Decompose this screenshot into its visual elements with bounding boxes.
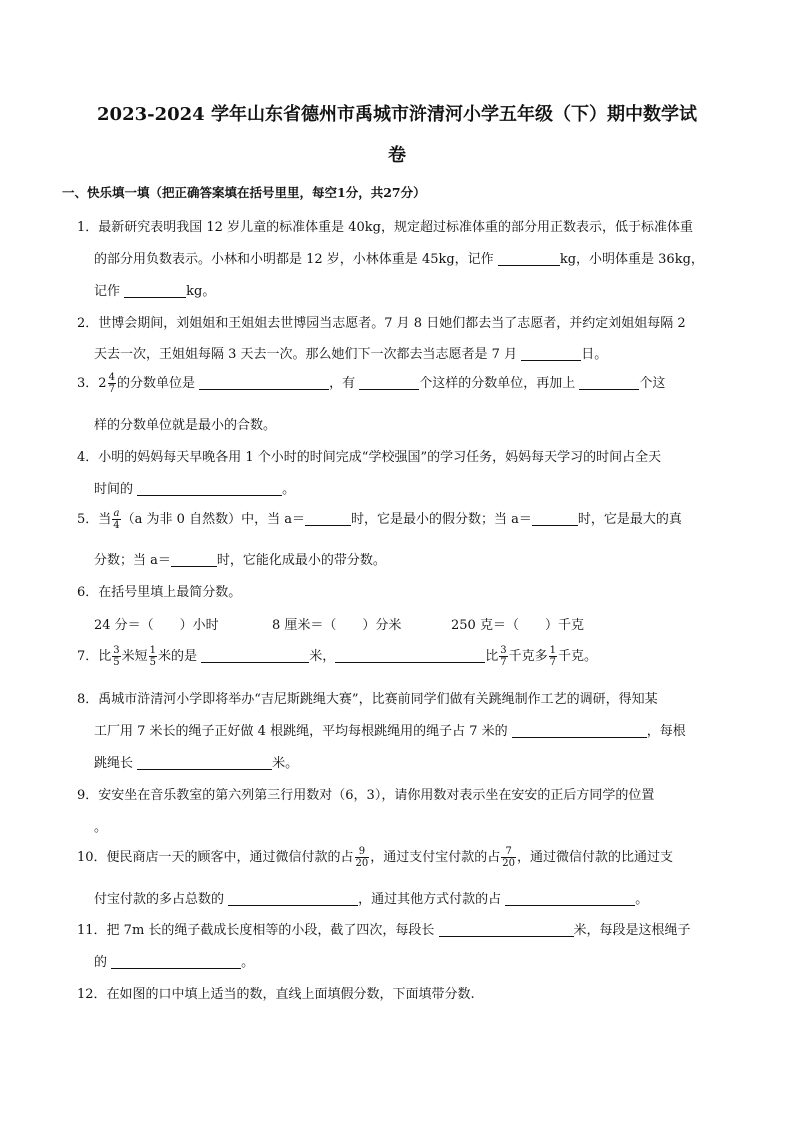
q5-text-c: 时，它是最小的假分数；当 a＝ xyxy=(350,512,532,527)
q10-text-a: 10．便民商店一天的顾客中，通过微信付款的占 xyxy=(77,850,354,865)
q5-fraction-num: a xyxy=(113,508,120,519)
q4-text-a: 时间的 xyxy=(94,482,138,497)
q5-text-f: 时，它能化成最小的带分数。 xyxy=(216,553,386,568)
q11-line-2 xyxy=(94,951,254,970)
q10-text-e: ，通过其他方式付款的占 xyxy=(358,892,506,907)
q8-line-3 xyxy=(94,752,298,771)
q4-line-2 xyxy=(94,478,295,497)
q9-line-2: 。 xyxy=(94,820,108,835)
q6-line-1: 6．在括号里填上最简分数。 xyxy=(77,585,242,600)
q12-line-1: 12．在如图的口中填上适当的数，直线上面填假分数，下面填带分数. xyxy=(77,987,475,1002)
q2-line-2 xyxy=(94,343,607,362)
q5-line-2 xyxy=(94,549,386,568)
q11-text-d: 。 xyxy=(241,955,255,970)
q7-fraction-2 xyxy=(149,645,157,668)
q5-line-1 xyxy=(77,508,682,531)
q7-text-g: 千克。 xyxy=(557,649,597,664)
q5-fraction-den: 4 xyxy=(113,520,120,531)
q7-text-b: 米短 xyxy=(121,649,148,664)
q10-text-c: ，通过微信付款的比通过支 xyxy=(517,850,674,865)
q5-text-a: 5．当 xyxy=(77,512,112,527)
q11-text-b: 米，每段是这根绳子 xyxy=(573,923,691,938)
q4-line-1: 4．小明的妈妈每天早晚各用 1 个小时的时间完成“学校强国”的学习任务，妈妈每天学习的时间占全天 xyxy=(77,450,662,465)
title-line-1: 2023-2024 学年山东省德州市禹城市浒清河小学五年级（下）期中数学试 xyxy=(97,104,697,125)
q10-fraction-1-den: 20 xyxy=(355,858,369,869)
q10-blank-2[interactable] xyxy=(505,891,635,906)
q3-blank-2[interactable] xyxy=(359,375,419,390)
q7-text-d: 米， xyxy=(309,649,336,664)
q7-text-e: 比 xyxy=(485,649,499,664)
q3-number: 3． xyxy=(77,376,99,391)
q11-text-a: 11．把 7m 长的绳子截成长度相等的小段，截了四次，每段长 xyxy=(77,923,439,938)
q2-text-a: 天去一次，王姐姐每隔 3 天去一次。那么她们下一次都去当志愿者是 7 月 xyxy=(94,347,522,362)
q5-blank-3[interactable] xyxy=(171,552,217,567)
q3-blank-3[interactable] xyxy=(579,375,639,390)
q4-text-b: 。 xyxy=(282,482,296,497)
q10-text-f: 。 xyxy=(635,892,649,907)
q5-text-d: 时，它是最大的真 xyxy=(577,512,682,527)
q7-fraction-1-den: 5 xyxy=(113,657,120,668)
q7-line-1 xyxy=(77,645,597,668)
q10-fraction-2-den: 20 xyxy=(502,858,516,869)
q7-blank-2[interactable] xyxy=(335,648,485,663)
q7-fraction-4-num: 1 xyxy=(549,645,556,656)
q8-blank-1[interactable] xyxy=(512,723,647,738)
q3-line-2: 样的分数单位就是最小的合数。 xyxy=(94,418,277,433)
q1-blank-2[interactable] xyxy=(124,283,186,298)
q7-fraction-1-num: 3 xyxy=(113,645,120,656)
q9-line-1: 9．安安坐在音乐教室的第六列第三行用数对（6，3），请你用数对表示坐在安安的正后方同学的位置 xyxy=(77,788,655,803)
q3-fraction xyxy=(108,372,116,395)
q5-text-e: 分数；当 a＝ xyxy=(94,553,171,568)
q2-line-1: 2．世博会期间，刘姐姐和王姐姐去世博园当志愿者。7 月 8 日她们都去当了志愿者，并约定刘姐姐每隔 2 xyxy=(77,316,686,331)
q10-fraction-2 xyxy=(501,846,516,869)
q1-line-3 xyxy=(94,280,215,299)
q3-text-c: 个这样的分数单位，再加上 xyxy=(419,376,580,391)
q11-line-1 xyxy=(77,919,691,938)
q7-fraction-1 xyxy=(112,645,120,668)
q7-fraction-4-den: 7 xyxy=(549,657,556,668)
q7-fraction-4 xyxy=(549,645,557,668)
q3-text-d: 个这 xyxy=(639,376,666,391)
section-heading: 一、快乐填一填（把正确答案填在括号里里，每空1分，共27分） xyxy=(62,185,426,200)
q11-blank-2[interactable] xyxy=(111,954,241,969)
q7-text-a: 7．比 xyxy=(77,649,112,664)
q8-text-a: 工厂用 7 米长的绳子正好做 4 根跳绳，平均每根跳绳用的绳子占 7 米的 xyxy=(94,724,512,739)
q7-blank-1[interactable] xyxy=(201,648,309,663)
q5-blank-2[interactable] xyxy=(532,511,578,526)
q8-text-c: 跳绳长 xyxy=(94,756,138,771)
q7-fraction-3 xyxy=(499,645,507,668)
q10-text-d: 付宝付款的多占总数的 xyxy=(94,892,229,907)
q8-line-2 xyxy=(94,720,686,739)
q10-fraction-1 xyxy=(355,846,370,869)
q6-item-3: 250 克＝（ ）千克 xyxy=(451,618,584,633)
q2-text-b: 日。 xyxy=(581,347,608,362)
q5-blank-1[interactable] xyxy=(305,511,351,526)
q10-blank-1[interactable] xyxy=(228,891,358,906)
q7-fraction-3-num: 3 xyxy=(500,645,507,656)
q3-blank-1[interactable] xyxy=(199,375,329,390)
q10-line-1 xyxy=(77,846,673,869)
q7-text-c: 米的是 xyxy=(158,649,202,664)
q10-line-2 xyxy=(94,888,648,907)
q1-line-2 xyxy=(94,248,704,267)
q1-text-d: kg。 xyxy=(186,284,216,299)
q6-item-2: 8 厘米＝（ ）分米 xyxy=(272,618,402,633)
q1-text-a: 的部分用负数表示。小林和小明都是 12 岁，小林体重是 45kg，记作 xyxy=(94,252,498,267)
q11-text-c: 的 xyxy=(94,955,112,970)
q8-text-b: ，每根 xyxy=(646,724,686,739)
q5-text-b: （a 为非 0 自然数）中，当 a＝ xyxy=(121,512,305,527)
q8-blank-2[interactable] xyxy=(137,755,272,770)
q1-text-b: kg，小明体重是 36kg， xyxy=(559,252,704,267)
q7-text-f: 千克多 xyxy=(508,649,548,664)
q1-blank-1[interactable] xyxy=(498,251,560,266)
q10-fraction-1-num: 9 xyxy=(355,846,370,858)
q8-line-1: 8．禹城市浒清河小学即将举办“吉尼斯跳绳大赛”，比赛前同学们做有关跳绳制作工艺的调研，得知某 xyxy=(77,692,658,707)
q6-item-1: 24 分＝（ ）小时 xyxy=(94,618,219,633)
q4-blank[interactable] xyxy=(137,481,282,496)
q11-blank-1[interactable] xyxy=(439,922,574,937)
q3-whole: 2 xyxy=(98,376,107,391)
q7-fraction-3-den: 7 xyxy=(500,657,507,668)
q3-fraction-num: 4 xyxy=(108,372,115,383)
q7-fraction-2-num: 1 xyxy=(149,645,157,656)
q1-text-c: 记作 xyxy=(94,284,125,299)
q10-text-b: ，通过支付宝付款的占 xyxy=(370,850,501,865)
q7-fraction-2-den: 5 xyxy=(149,657,157,668)
q3-text-b: ，有 xyxy=(329,376,360,391)
q10-fraction-2-num: 7 xyxy=(501,846,516,858)
q1-line-1: 1．最新研究表明我国 12 岁儿童的标准体重是 40kg，规定超过标准体重的部分用正数表示，低于标准体重 xyxy=(77,220,693,235)
q8-text-d: 米。 xyxy=(272,756,299,771)
q5-fraction xyxy=(112,508,120,531)
title-line-2: 卷 xyxy=(388,145,406,166)
q3-line-1 xyxy=(77,372,665,395)
q2-blank[interactable] xyxy=(521,346,581,361)
q3-text-a: 的分数单位是 xyxy=(116,376,200,391)
q3-fraction-den: 7 xyxy=(108,384,115,395)
